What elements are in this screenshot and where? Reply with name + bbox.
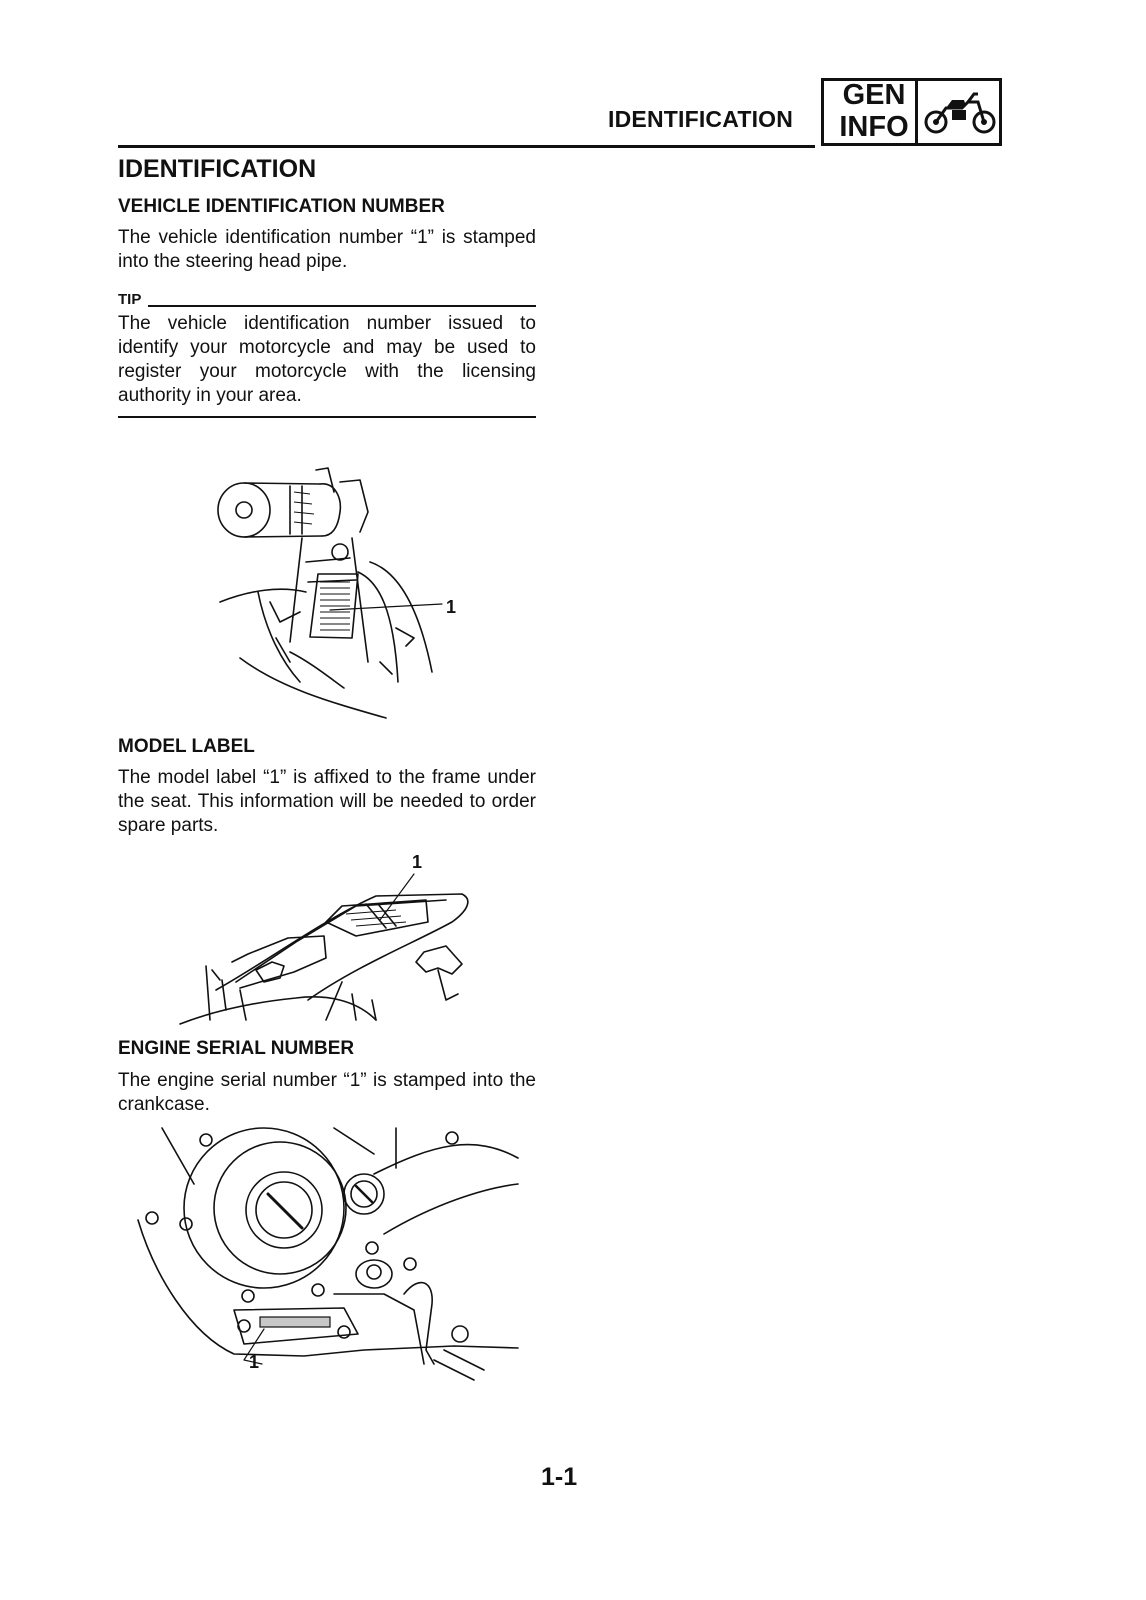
section-tab-line1: GEN	[842, 79, 906, 111]
tip-end-rule	[118, 416, 536, 418]
vin-figure-callout: 1	[446, 597, 457, 617]
tip-label: TIP	[118, 291, 142, 308]
running-header-title: IDENTIFICATION	[608, 106, 794, 132]
motorcycle-icon	[922, 88, 998, 138]
crankcase-illustration	[134, 1124, 524, 1384]
model-label-figure-callout: 1	[412, 852, 423, 872]
engine-serial-paragraph: The engine serial number “1” is stamped into the crankcase.	[118, 1070, 536, 1115]
page-number: 1-1	[541, 1463, 578, 1491]
engine-serial-figure-callout: 1	[249, 1352, 260, 1372]
tip-paragraph: The vehicle identification number issued to identify your motorcycle and may be used to register your motorcycle with the licensing authority in your area.	[118, 313, 536, 406]
model-label-paragraph: The model label “1” is affixed to the frame under the seat. This information will be needed to order spare parts.	[118, 767, 536, 836]
tip-rule	[148, 305, 536, 307]
model-label-heading: MODEL LABEL	[118, 736, 255, 757]
seat-frame-illustration	[176, 870, 476, 1030]
steering-head-illustration	[210, 462, 470, 722]
header-rule	[118, 145, 815, 148]
vin-paragraph: The vehicle identification number “1” is stamped into the steering head pipe.	[118, 227, 536, 272]
vin-heading: VEHICLE IDENTIFICATION NUMBER	[118, 196, 445, 217]
engine-serial-heading: ENGINE SERIAL NUMBER	[118, 1038, 355, 1059]
page-title: IDENTIFICATION	[118, 155, 317, 183]
section-tab-line2: INFO	[839, 111, 909, 143]
